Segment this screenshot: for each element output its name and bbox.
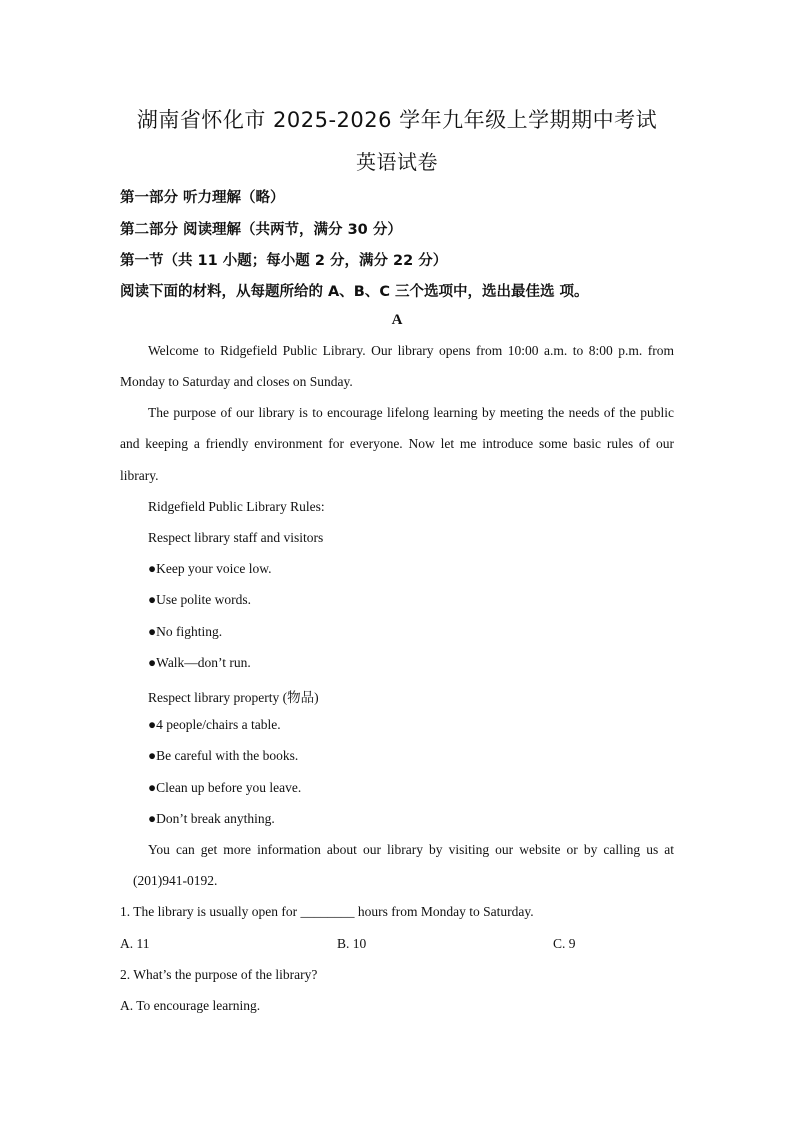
question-2-stem: 2. What’s the purpose of the library? xyxy=(120,967,318,982)
rule-item: ●No fighting. xyxy=(148,624,223,639)
rules-title: Ridgefield Public Library Rules: xyxy=(148,499,325,514)
question-1-option-b: B. 10 xyxy=(337,936,367,951)
rule-item: ●Clean up before you leave. xyxy=(148,780,302,795)
question-2-option-a: A. To encourage learning. xyxy=(120,998,261,1013)
exam-subtitle: 英语试卷 xyxy=(356,150,438,174)
paragraph-3-line-2: (201)941-0192. xyxy=(133,873,218,888)
rule-group-1-title: Respect library staff and visitors xyxy=(148,530,324,545)
rule-item: ●Keep your voice low. xyxy=(148,561,272,576)
paragraph-1-line-2: Monday to Saturday and closes on Sunday. xyxy=(120,374,353,389)
section1-heading: 第一节（共 11 小题；每小题 2 分，满分 22 分） xyxy=(120,253,448,269)
rule-item: ●Use polite words. xyxy=(148,592,252,607)
paragraph-2-line-1: The purpose of our library is to encourage lifelong learning by meeting the needs of the public xyxy=(148,405,674,420)
instruction-text: 阅读下面的材料，从每题所给的 A、B、C 三个选项中，选出最佳选 项。 xyxy=(120,284,589,300)
paragraph-3-line-1: You can get more information about our library by visiting our website or by calling us at xyxy=(148,842,674,857)
rule-item: ●Don’t break anything. xyxy=(148,811,275,826)
part2-heading: 第二部分 阅读理解（共两节，满分 30 分） xyxy=(120,222,402,238)
part1-heading: 第一部分 听力理解（略） xyxy=(120,190,285,206)
question-1-stem: 1. The library is usually open for ________ hours from Monday to Saturday. xyxy=(120,904,534,919)
passage-label: A xyxy=(391,312,403,328)
rule-item: ●Walk—don’t run. xyxy=(148,655,251,670)
paragraph-2-line-3: library. xyxy=(120,468,159,483)
paragraph-1-line-1: Welcome to Ridgefield Public Library. Our library opens from 10:00 a.m. to 8:00 p.m. from xyxy=(148,343,674,358)
rule-item: ●4 people/chairs a table. xyxy=(148,717,281,732)
paragraph-2-line-2: and keeping a friendly environment for everyone. Now let me introduce some basic rules of our xyxy=(120,436,674,451)
rule-group-2-title: Respect library property (物品) xyxy=(148,690,319,705)
question-1-option-a: A. 11 xyxy=(120,936,150,951)
exam-title: 湖南省怀化市 2025-2026 学年九年级上学期期中考试 xyxy=(136,108,658,132)
question-1-option-c: C. 9 xyxy=(553,936,576,951)
rule-item: ●Be careful with the books. xyxy=(148,748,299,763)
